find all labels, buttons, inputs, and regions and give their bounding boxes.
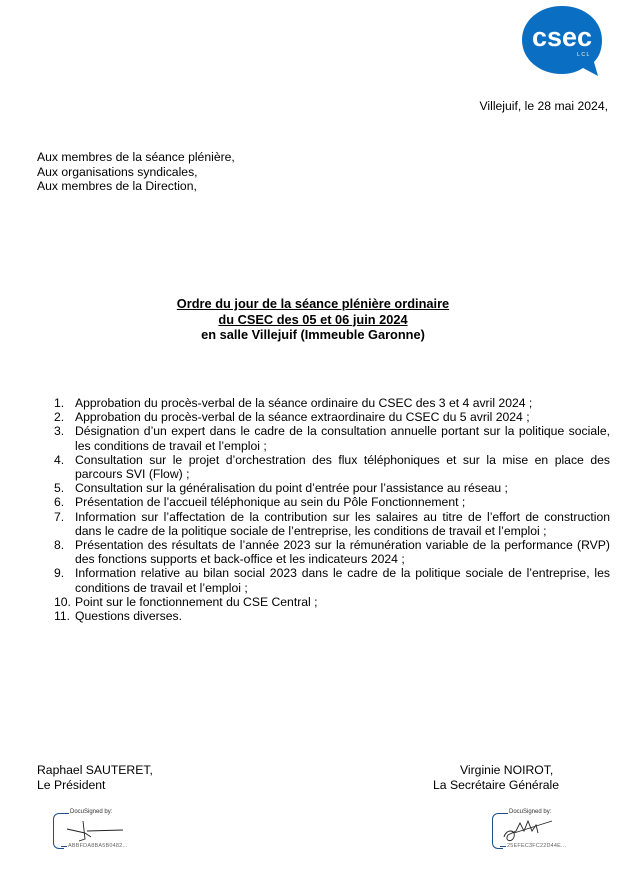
agenda-item-number: 5. [54,481,65,496]
agenda-item [54,595,610,609]
title-line-1: Ordre du jour de la séance plénière ordinaire [176,296,450,311]
logo-text: csec [531,22,593,52]
agenda-item-text: Présentation des résultats de l’année 2023 sur la rémunération variable de la performance (RVP) des fonctions supports et back-office et les indicateurs 2024 ; [75,538,610,567]
agenda-item-text: Point sur le fonctionnement du CSE Central ; [75,594,318,609]
agenda-item-text: Approbation du procès-verbal de la séance extraordinaire du CSEC du 5 avril 2024 ; [75,410,530,425]
agenda-item-number: 7. [54,509,65,524]
logo-subtext: LCL [577,52,591,58]
agenda-item-text: Information sur l’affectation de la contribution sur les salaires au titre de l’effort de construction dans le cadre de la politique sociale de l’entreprise, les conditions de travail et l’emploi ; [75,509,610,538]
signature-block-president [37,763,153,793]
recipient-line: Aux membres de la séance plénière, [37,150,235,164]
recipient-line: Aux organisations syndicales, [37,164,198,179]
docusign-frame-bottom [500,846,506,847]
agenda-item-number: 11. [54,609,71,624]
agenda-item-text: Présentation de l’accueil téléphonique au sein du Pôle Fonctionnement ; [75,495,466,510]
signatory-role: Le Président [37,778,106,792]
agenda-item-number: 6. [54,495,65,510]
date-line: Villejuif, le 28 mai 2024, [479,99,608,113]
agenda-list [54,396,610,623]
recipient-line: Aux membres de la Direction, [37,179,197,193]
recipients-block [37,150,235,194]
signature-block-secretary [433,763,573,793]
agenda-item [54,424,610,452]
signatory-name: Virginie NOIROT, [460,763,554,777]
agenda-item-text: Désignation d’un expert dans le cadre de la consultation annuelle portant sur la politique sociale, les conditions de travail et l’emploi ; [75,424,610,453]
agenda-item [54,538,610,566]
agenda-item-number: 9. [54,566,65,581]
docusign-envelope-id: 25EFEC3FC22D44E... [507,843,567,849]
agenda-item-number: 4. [54,452,65,467]
agenda-item-number: 10. [54,594,71,609]
agenda-item-text: Questions diverses. [75,609,183,624]
agenda-item-number: 1. [54,396,65,410]
handwritten-signature-icon [502,817,582,843]
title-line-2: du CSEC des 05 et 06 juin 2024 [218,311,408,327]
docusign-envelope-id: ABBFDA8BA5B0482... [68,843,128,849]
agenda-item [54,609,610,623]
agenda-item [54,481,610,495]
agenda-item [54,495,610,509]
agenda-item-number: 3. [54,424,65,439]
agenda-item [54,396,610,410]
agenda-item [54,410,610,424]
agenda-item-text: Information relative au bilan social 2023 dans le cadre de la politique sociale de l’entreprise, les conditions de travail et l’emploi ; [75,566,610,595]
agenda-item-text: Consultation sur la généralisation du point d’entrée pour l’assistance au réseau ; [75,481,508,496]
signatory-role: La Secrétaire Générale [433,778,560,792]
docusign-frame-top [61,813,69,814]
docusign-stamp-secretary [492,809,584,851]
title-line-3: en salle Villejuif (Immeuble Garonne) [201,327,425,342]
agenda-item [54,453,610,481]
docusign-label: DocuSigned by: [70,809,113,815]
speech-bubble-logo-icon [518,4,610,78]
agenda-item-text: Approbation du procès-verbal de la séance ordinaire du CSEC des 3 et 4 avril 2024 ; [75,396,533,410]
agenda-item-text: Consultation sur le projet d’orchestration des flux téléphoniques et sur la mise en place des parcours SVI (Flow) ; [75,452,610,482]
agenda-item-number: 8. [54,538,65,553]
docusign-frame-bottom [61,846,67,847]
csec-lcl-logo [518,4,610,78]
docusign-label: DocuSigned by: [509,809,552,815]
agenda-item [54,510,610,538]
agenda-item [54,566,610,594]
handwritten-signature-icon [63,817,143,843]
signatory-name: Raphael SAUTERET, [37,763,153,777]
docusign-frame-top [500,813,508,814]
docusign-stamp-president [53,809,145,851]
agenda-item-number: 2. [54,410,65,425]
document-title [0,296,626,343]
